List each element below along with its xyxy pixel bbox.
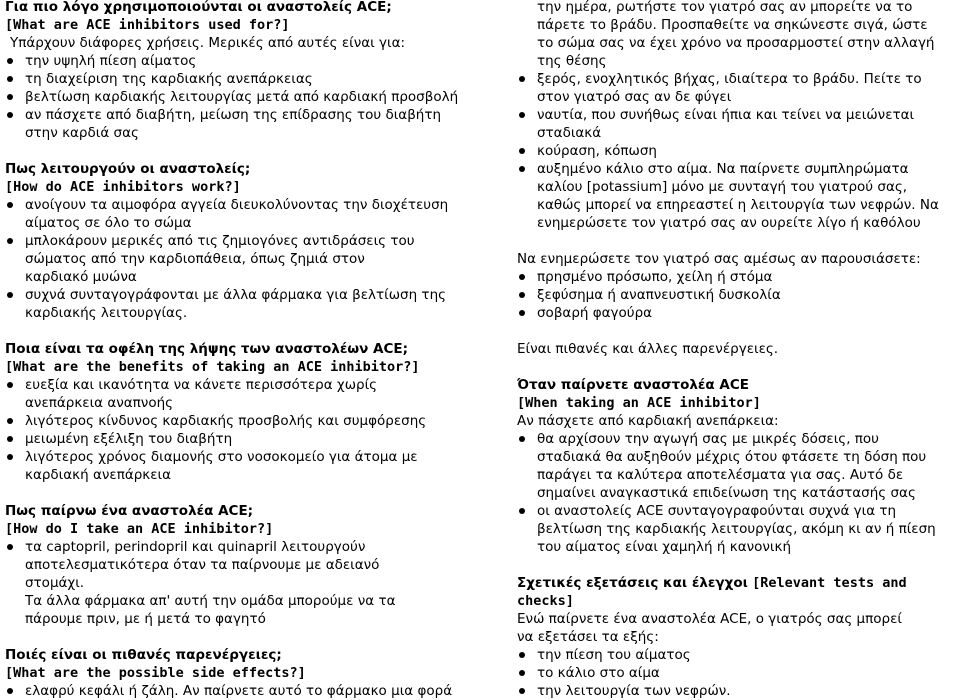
benefits-list <box>5 376 475 484</box>
section-title-how-work: Πως λειτουργούν οι αναστολείς; <box>5 161 251 177</box>
list-item: αν πάσχετε από διαβήτη, μείωση της επίδρασης του διαβήτη στην καρδιά σας <box>5 106 445 142</box>
section-title-how-take-en: [How do I take an ACE inhibitor?] <box>5 521 274 537</box>
tests-title-gr: Σχετικές εξετάσεις και έλεγχοι <box>517 575 748 591</box>
left-column <box>5 0 475 700</box>
section-title-how-take: Πως παίρνω ένα αναστολέα ACE; <box>5 503 254 519</box>
side-effects-list-continued <box>517 70 960 232</box>
list-item: κούραση, κόπωση <box>517 142 960 160</box>
tests-intro: Ενώ παίρνετε ένα αναστολέα ACE, ο γιατρός σας μπορεί να εξετάσει τα εξής: <box>517 611 902 645</box>
other-effects-note: Είναι πιθανές και άλλες παρενέργειες. <box>517 341 779 357</box>
section-title-uses-en: [What are ACE inhibitors used for?] <box>5 17 290 33</box>
how-take-list <box>5 538 475 592</box>
list-item: συχνά συνταγογράφονται με άλλα φάρμακα για βελτίωση της καρδιακής λειτουργίας. <box>5 286 465 322</box>
list-item: την λειτουργία των νεφρών. <box>517 682 960 700</box>
list-item: ελαφρύ κεφάλι ή ζάλη. Αν παίρνετε αυτό το φάρμακο μια φορά <box>5 682 475 700</box>
list-item: αυξημένο κάλιο στο αίμα. Να παίρνετε συμπληρώματα καλίου [potassium] μόνο με συνταγή του γιατρού σας, καθώς μπορεί να επηρεαστεί η λειτουργία των νεφρών. Να ενημερώσετε τον γιατρό σας αν ουρείτε λίγο ή καθόλου <box>517 160 952 232</box>
section-title-benefits-en: [What are the benefits of taking an ACE inhibitor?] <box>5 359 420 375</box>
right-column <box>517 0 960 700</box>
list-item: μειωμένη εξέλιξη του διαβήτη <box>5 430 475 448</box>
list-item: ξεφύσημα ή αναπνευστική δυσκολία <box>517 286 960 304</box>
list-item: μπλοκάρουν μερικές από τις ζημιογόνες αντιδράσεις του σώματος από την καρδιοπάθεια, όπως ζημιά στον καρδιακό μυώνα <box>5 232 425 286</box>
section-title-how-work-en: [How do ACE inhibitors work?] <box>5 179 241 195</box>
side-effects-list <box>5 682 475 700</box>
notify-intro: Να ενημερώσετε τον γιατρό σας αμέσως αν παρουσιάσετε: <box>517 251 921 267</box>
notify-list <box>517 268 960 322</box>
how-work-list <box>5 196 475 322</box>
tests-title-en: [Relevant tests and checks] <box>517 575 907 609</box>
list-item: τη διαχείριση της καρδιακής ανεπάρκειας <box>5 70 475 88</box>
list-item: βελτίωση καρδιακής λειτουργίας μετά από καρδιακή προσβολή <box>5 88 475 106</box>
when-taking-list <box>517 430 960 556</box>
tests-list <box>517 646 960 700</box>
list-item: σοβαρή φαγούρα <box>517 304 960 322</box>
section-title-when-taking-en: [When taking an ACE inhibitor] <box>517 395 761 411</box>
list-item: την πίεση του αίματος <box>517 646 960 664</box>
list-item: πρησμένο πρόσωπο, χείλη ή στόμα <box>517 268 960 286</box>
list-item: ευεξία και ικανότητα να κάνετε περισσότερα χωρίς ανεπάρκεια αναπνοής <box>5 376 455 412</box>
list-item: θα αρχίσουν την αγωγή σας με μικρές δόσεις, που σταδιακά θα αυξηθούν μέχρις ότου φτάσετε τη δόση που παράγει τα καλύτερα αποτελέσματα για σας. Αυτό δε σημαίνει αναγκαστικά επιδείνωση της κατάστασής σας <box>517 430 937 502</box>
list-item: τα captopril, perindopril και quinapril λειτουργούν αποτελεσματικότερα όταν τα παίρνουμε με αδειανό στομάχι. <box>5 538 435 592</box>
section-title-tests <box>517 574 960 610</box>
when-taking-intro: Αν πάσχετε από καρδιακή ανεπάρκεια: <box>517 413 779 429</box>
list-item: το κάλιο στο αίμα <box>517 664 960 682</box>
list-item: λιγότερος χρόνος διαμονής στο νοσοκομείο για άτομα με καρδιακή ανεπάρκεια <box>5 448 445 484</box>
uses-list <box>5 52 475 142</box>
section-title-when-taking: Όταν παίρνετε αναστολέα ACE <box>517 377 749 393</box>
list-item: ξερός, ενοχλητικός βήχας, ιδιαίτερα το βράδυ. Πείτε το στον γιατρό σας αν δε φύγει <box>517 70 937 106</box>
list-item: ναυτία, που συνήθως είναι ήπια και τείνει να μειώνεται σταδιακά <box>517 106 937 142</box>
section-title-benefits: Ποια είναι τα οφέλη της λήψης των αναστολέων ACE; <box>5 341 408 357</box>
list-item: την υψηλή πίεση αίματος <box>5 52 475 70</box>
list-item: λιγότερος κίνδυνος καρδιακής προσβολής και συμφόρεσης <box>5 412 475 430</box>
section-title-uses: Για πιο λόγο χρησιμοποιούνται οι αναστολείς ACE; <box>5 0 392 15</box>
list-item: ανοίγουν τα αιμοφόρα αγγεία διευκολύνοντας την διοχέτευση αίματος σε όλο το σώμα <box>5 196 465 232</box>
how-take-continued: Τα άλλα φάρμακα απ' αυτή την ομάδα μπορούμε να τα πάρουμε πριν, με ή μετά το φαγητό <box>25 593 396 627</box>
section-title-side-effects: Ποιές είναι οι πιθανές παρενέργειες; <box>5 647 282 663</box>
list-item: οι αναστολείς ACE συνταγογραφούνται συχνά για τη βελτίωση της καρδιακής λειτουργίας, ακόμη κι αν ή πίεση του αίματος είναι χαμηλή ή κανονική <box>517 502 957 556</box>
side-effects-continued: την ημέρα, ρωτήστε τον γιατρό σας αν μπορείτε να το πάρετε το βράδυ. Προσπαθείτε να σηκώνεστε σιγά, ώστε το σώμα σας να έχει χρόνο να προσαρμοστεί στην αλλαγή της θέσης <box>537 0 935 69</box>
section-title-side-effects-en: [What are the possible side effects?] <box>5 665 306 681</box>
uses-intro: Υπάρχουν διάφορες χρήσεις. Μερικές από αυτές είναι για: <box>10 35 406 51</box>
